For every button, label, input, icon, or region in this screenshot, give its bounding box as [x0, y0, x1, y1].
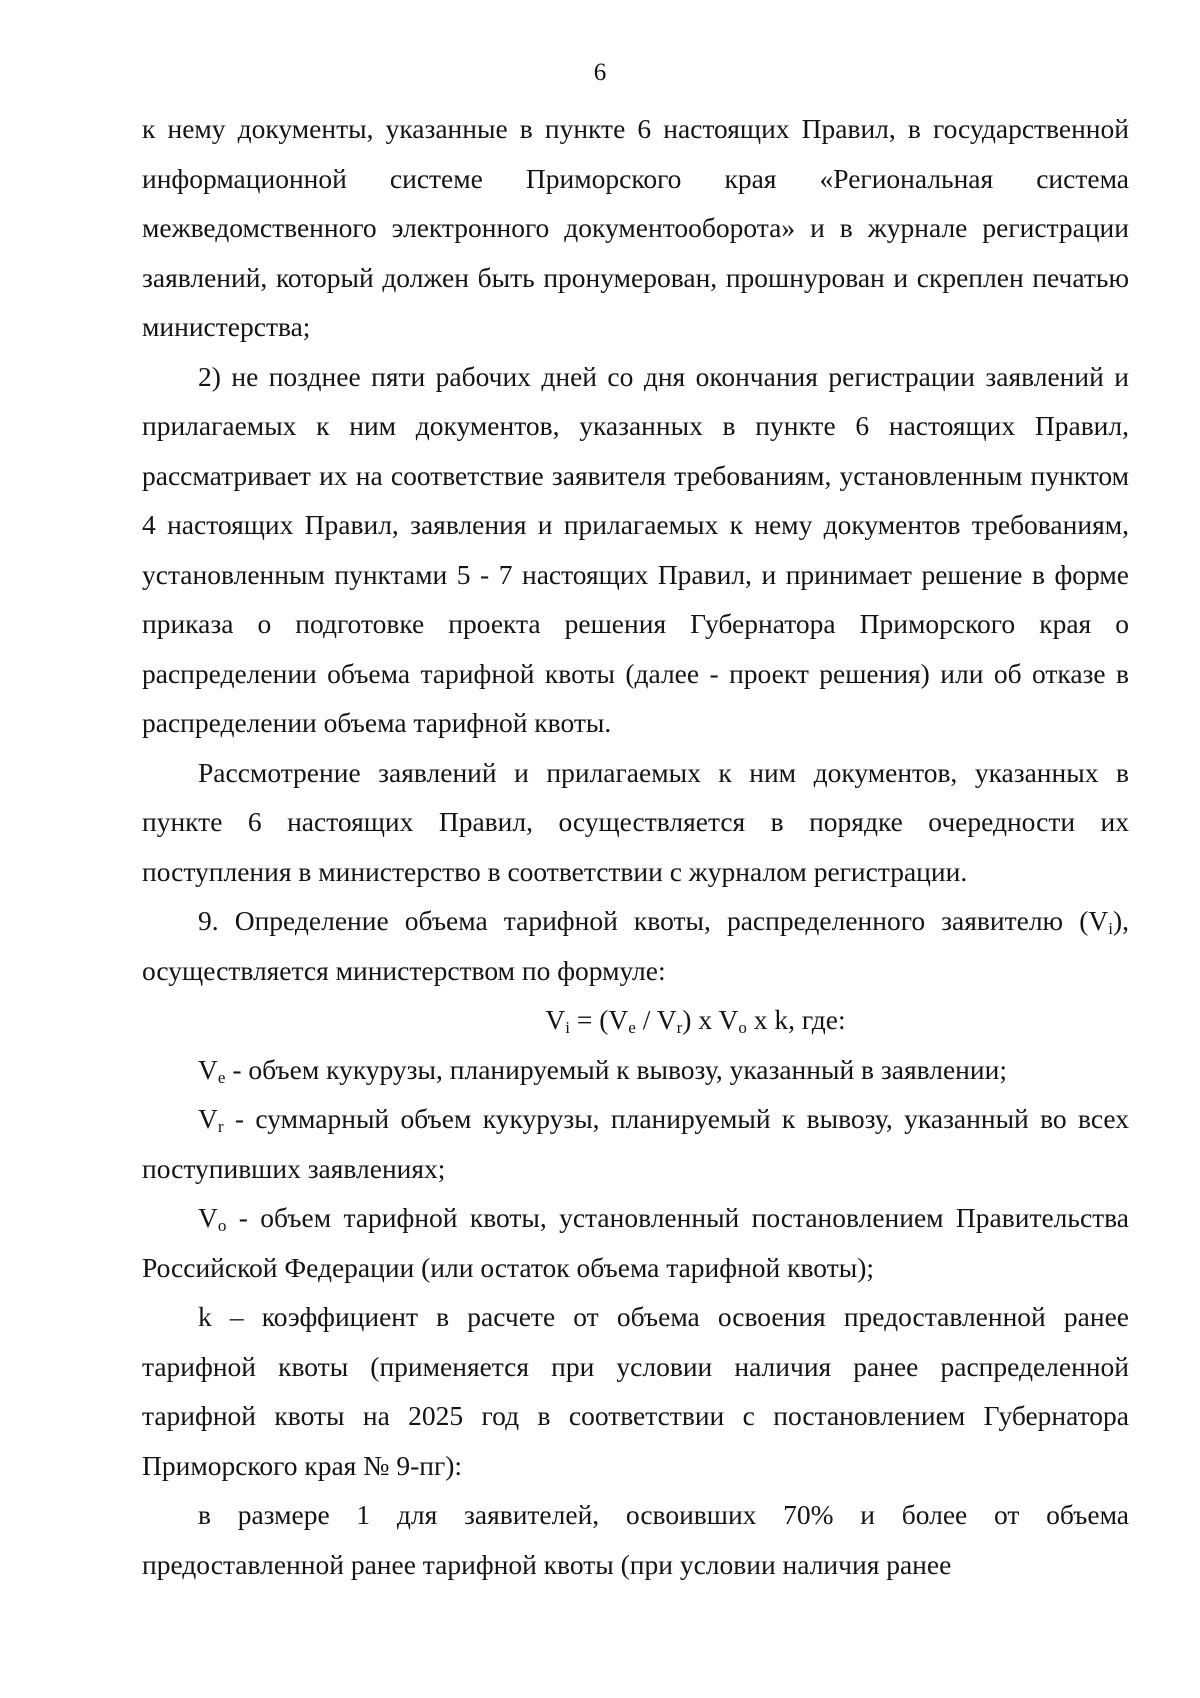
variable-subscript: e [217, 1067, 226, 1087]
formula-subscript: o [738, 1017, 747, 1037]
variable-symbol: V [198, 1053, 218, 1085]
document-body [142, 104, 1129, 1589]
formula-part: = (V [570, 1004, 629, 1035]
paragraph-item-2: 2) не позднее пяти рабочих дней со дня окончания регистрации заявлений и прилагаемых к ним документов, указанных в пункте 6 настоящих Правил, рассматривает их на соответствие заявителя требованиям, установленным пунктом 4 настоящих Правил, заявления и прилагаемых к нему документов требованиям, установленным пунктами 5 - 7 настоящих Правил, и принимает решение в форме приказа о подготовке проекта решения Губернатора Приморского края о распределении объема тарифной квоты (далее - проект решения) или об отказе в распределении объема тарифной квоты. [142, 360, 1129, 738]
formula-subscript: r [676, 1017, 683, 1037]
formula-subscript: e [628, 1017, 636, 1037]
definition-k: k – коэффициент в расчете от объема освоения предоставленной ранее тарифной квоты (применяется при условии наличия ранее распределенной тарифной квоты на 2025 год в соответствии с постановлением Губернатора Приморского края № 9-пг): [142, 1301, 1129, 1481]
definition-text: - суммарный объем кукурузы, планируемый к вывозу, указанный во всех поступивших заявлениях; [142, 1103, 1129, 1184]
item-9-text-after: ), осуществляется министерством по формуле: [142, 905, 1129, 986]
definition-vo [142, 1193, 1129, 1292]
definition-text: - объем кукурузы, планируемый к вывозу, указанный в заявлении; [225, 1053, 1007, 1085]
page-number: 6 [593, 59, 607, 86]
formula-part: V [545, 1004, 566, 1035]
definition-ve [142, 1045, 1129, 1095]
formula-part: / V [635, 1004, 677, 1035]
item-9-subscript: i [1108, 918, 1113, 938]
paragraph-coefficient-1: в размере 1 для заявителей, освоивших 70% и более от объема предоставленной ранее тарифной квоты (при условии наличия ранее [142, 1499, 1129, 1580]
variable-subscript: o [217, 1215, 227, 1235]
variable-subscript: r [217, 1116, 224, 1136]
variable-symbol: V [198, 1202, 218, 1233]
paragraph-review-order: Рассмотрение заявлений и прилагаемых к ним документов, указанных в пункте 6 настоящих Правил, осуществляется в порядке очередности их поступления в министерство в соответствии с журналом регистрации. [142, 756, 1129, 887]
definition-vr [142, 1094, 1129, 1193]
formula-part: ) x V [682, 1004, 739, 1035]
variable-symbol: V [198, 1103, 218, 1134]
paragraph-continuation: к нему документы, указанные в пункте 6 настоящих Правил, в государственной информационной системе Приморского края «Региональная система межведомственного электронного документооборота» и в журнале регистрации заявлений, который должен быть пронумерован, прошнурован и скреплен печатью министерства; [142, 113, 1129, 342]
paragraph-item-9 [142, 896, 1129, 995]
formula-part: x k, где: [746, 1004, 846, 1035]
item-9-text-before: 9. Определение объема тарифной квоты, распределенного заявителю (V [198, 905, 1109, 936]
quota-formula [142, 995, 1129, 1045]
formula-subscript: i [565, 1017, 571, 1037]
definition-text: - объем тарифной квоты, установленный постановлением Правительства Российской Федерации (или остаток объема тарифной квоты); [142, 1202, 1129, 1283]
